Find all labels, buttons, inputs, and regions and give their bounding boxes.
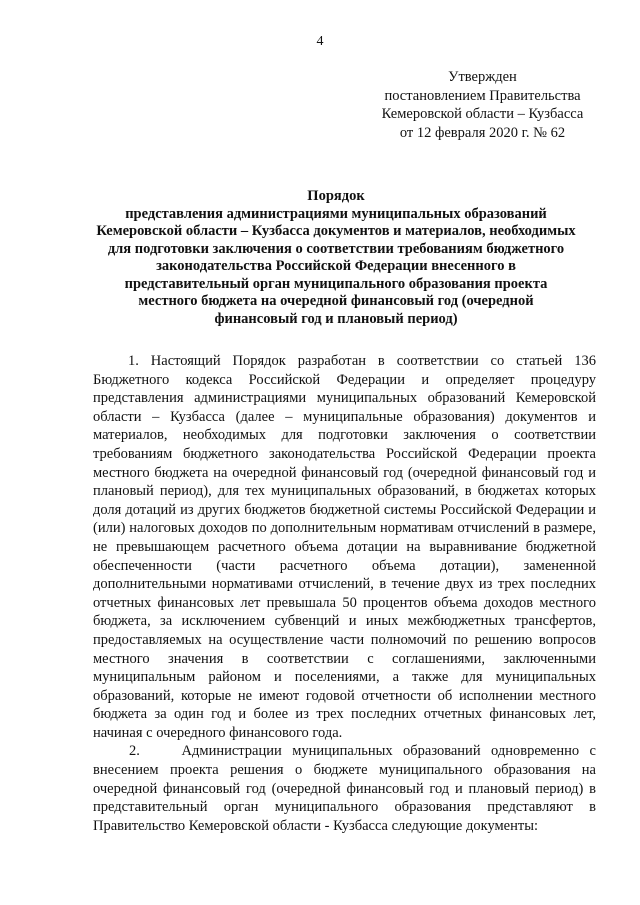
- title-line: местного бюджета на очередной финансовый год (очередной: [138, 293, 534, 309]
- approval-line: Кемеровской области – Кузбасса: [381, 106, 584, 122]
- page-number: 4: [316, 34, 324, 49]
- title-line: для подготовки заключения о соответствии требованиям бюджетного: [107, 240, 565, 257]
- approval-stamp: [370, 68, 595, 142]
- approval-line: Утвержден: [448, 69, 517, 85]
- approval-line: постановлением Правительства: [384, 87, 581, 104]
- paragraph-1: 1. Настоящий Порядок разработан в соответствии со статьей 136 Бюджетного кодекса Российской Федерации и определяет процедуру представления администрациями муниципальных образований Кемеровской области – Кузбасса (далее – муниципальные образования) документов и материалов, необходимых для подготовки заключения о соответствии требованиям бюджетного законодательства Российской Федерации проекта местного бюджета на очередной финансовый год (очередной финансовый год и плановый период), для тех муниципальных образований, в бюджетах которых доля дотаций из других бюджетов бюджетной системы Российской Федерации и (или) налоговых доходов по дополнительным нормативам отчислений в размере, не превышающем расчетного объема дотации на выравнивание бюджетной обеспеченности (части расчетного объема дотации), замененной дополнительными нормативами отчислений, в течение двух из трех последних отчетных финансовых лет превышала 50 процентов объема доходов местного бюджета, за исключением субвенций и иных межбюджетных трансфертов, предоставляемых на осуществление части полномочий по решению вопросов местного значения в соответствии с соглашениями, заключенными муниципальным районом и поселениями, а также для муниципальных образований, которые не имеют годовой отчетности об исполнении местного бюджета за один год и более из трех последних отчетных финансовых лет, начиная с очередного финансового года.: [93, 353, 596, 741]
- title-line: законодательства Российской Федерации внесенного в: [156, 258, 516, 274]
- title-line: представительный орган муниципального образования проекта: [124, 275, 548, 292]
- title-line: финансовый год и плановый период): [214, 310, 458, 327]
- title-line: представления администрациями муниципальных образований: [125, 205, 547, 222]
- title-line: Порядок: [307, 188, 365, 204]
- document-title: [96, 188, 576, 328]
- document-body: [93, 352, 600, 835]
- title-line: Кемеровской области – Кузбасса документов и материалов, необходимых: [96, 223, 576, 239]
- approval-line: от 12 февраля 2020 г. № 62: [399, 124, 566, 141]
- paragraph-2: 2. Администрации муниципальных образований одновременно с внесением проекта решения о бюджете муниципального образования на очередной финансовый год (очередной финансовый год и плановый период) в представительный орган муниципального образования представляют в Правительство Кемеровской области - Кузбасса следующие документы:: [93, 743, 600, 834]
